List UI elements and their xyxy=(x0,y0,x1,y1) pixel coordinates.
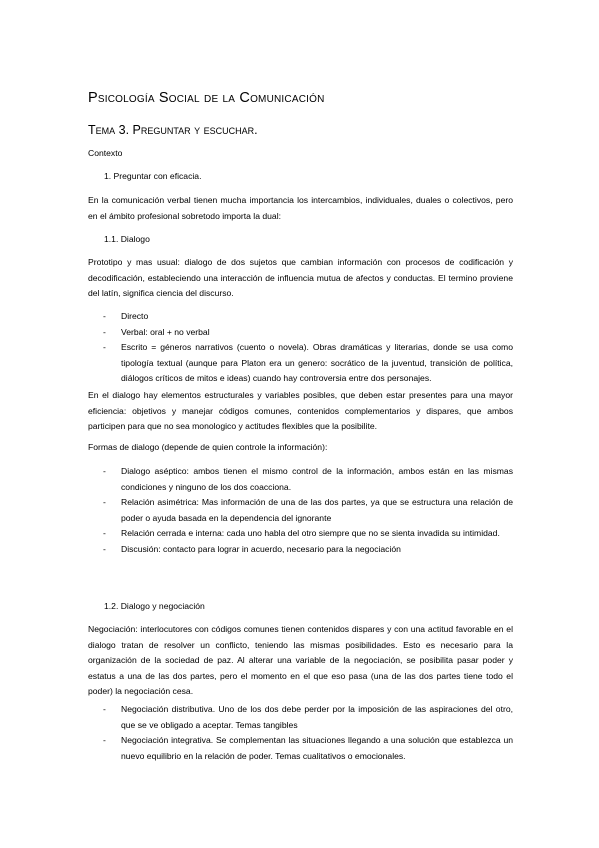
list-item: - Negociación distributiva. Uno de los dos debe perder por la imposición de las aspiraciones del otro, que se ve obligado a aceptar. Temas tangibles xyxy=(88,702,513,733)
section-context-heading: Contexto xyxy=(88,148,123,158)
list-item: - Discusión: contacto para lograr in acuerdo, necesario para la negociación xyxy=(88,542,513,558)
numbered-item-1: 1. Preguntar con eficacia. xyxy=(104,171,202,181)
dialogue-forms-list xyxy=(88,464,513,558)
document-title: Psicología Social de la Comunicación xyxy=(88,90,325,106)
list-item: - Verbal: oral + no verbal xyxy=(88,325,513,341)
list-item: - Relación cerrada e interna: cada uno habla del otro siempre que no se sienta invadida su intimidad. xyxy=(88,526,513,542)
subsection-1-1-heading: 1.1. Dialogo xyxy=(104,234,150,244)
subsection-1-2-heading: 1.2. Dialogo y negociación xyxy=(104,601,205,611)
list-item: - Directo xyxy=(88,309,513,325)
dialogue-types-list xyxy=(88,309,513,387)
topic-subtitle: Tema 3. Preguntar y escuchar. xyxy=(88,123,258,137)
list-item: - Dialogo aséptico: ambos tienen el mismo control de la información, ambos están en las mismas condiciones y ninguno de los dos coacciona. xyxy=(88,464,513,495)
list-item: - Escrito = géneros narrativos (cuento o novela). Obras dramáticas y literarias, donde se usa como tipología textual (aunque para Platon era un genero: socrático de la juventud, transición de política, diálogos críticos de mitos e ideas) cuando hay controversia entre dos personajes. xyxy=(88,340,513,387)
negotiation-paragraph: Negociación: interlocutores con códigos comunes tienen contenidos dispares y con una actitud favorable en el dialogo tratan de resolver un conflicto, teniendo las mismas posibilidades. Esto es necesario para la organización de la sociedad de paz. Al alterar una variable de la negociación, se posibilita pasar poder y estatus a una de las dos partes, pero el momento en el que eso pasa (una de las dos partes tiene todo el poder) la negociación cesa. xyxy=(88,624,513,697)
forms-intro: Formas de dialogo (depende de quien controle la información): xyxy=(88,442,328,452)
negotiation-types-list xyxy=(88,702,513,764)
intro-paragraph: En la comunicación verbal tienen mucha importancia los intercambios, individuales, duales o colectivos, pero en el ámbito profesional sobretodo importa la dual: xyxy=(88,195,513,221)
elements-paragraph: En el dialogo hay elementos estructurales y variables posibles, que deben estar presentes para una mayor eficiencia: objetivos y manejar códigos comunes, contenidos complementarios y dispares, que ambos participen para que no sea monologico y actitudes flexibles que la posibilite. xyxy=(88,390,513,432)
list-item: - Negociación integrativa. Se complementan las situaciones llegando a una solución que establezca un nuevo equilibrio en la relación de poder. Temas cualitativos o emocionales. xyxy=(88,733,513,764)
prototype-paragraph: Prototipo y mas usual: dialogo de dos sujetos que cambian información con procesos de codificación y decodificación, estableciendo una interacción de influencia mutua de afectos y conductas. El termino proviene del latín, significa ciencia del discurso. xyxy=(88,257,513,299)
list-item: - Relación asimétrica: Mas información de una de las dos partes, ya que se estructura una relación de poder o ayuda basada en la dependencia del ignorante xyxy=(88,495,513,526)
